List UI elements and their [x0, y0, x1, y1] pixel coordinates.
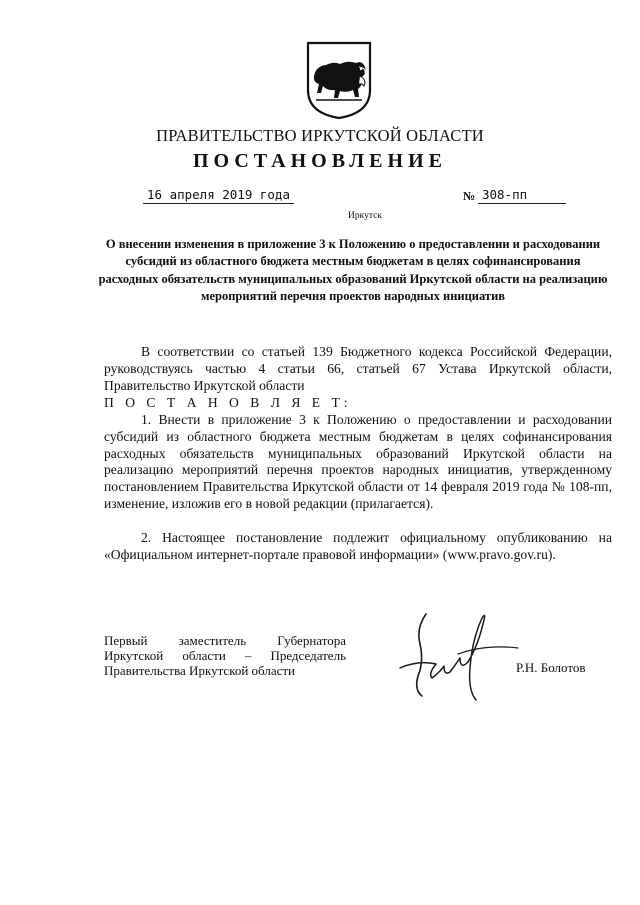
signer-position-line-3: Правительства Иркутской области: [104, 662, 296, 678]
signer-position-line-2: Иркутской области – Председатель: [104, 647, 346, 663]
coat-of-arms-icon: [304, 40, 374, 120]
item-2-paragraph: 2. Настоящее постановление подлежит официальному опубликованию на «Официальном интернет-портале правовой информации» (www.pravo.gov.ru).: [104, 530, 612, 562]
item-1-paragraph: 1. Внести в приложение 3 к Положению о предоставлении и расходовании субсидий из областного бюджета местным бюджетам в целях софинансирования расходных обязательств муниципальных образований Иркутской области на реализацию мероприятий перечня проектов народных инициатив, утвержденному постановлением Правительства Иркутской области от 14 февраля 2019 года № 108-пп, изменение, изложив его в новой редакции (прилагается).: [104, 412, 612, 511]
document-type: ПОСТАНОВЛЕНИЕ: [193, 150, 447, 172]
government-name: ПРАВИТЕЛЬСТВО ИРКУТСКОЙ ОБЛАСТИ: [156, 126, 484, 145]
signer-position: [104, 634, 346, 678]
preamble-paragraph: В соответствии со статьей 139 Бюджетного кодекса Российской Федерации, руководствуясь частью 4 статьи 66, статьей 67 Устава Иркутской области, Правительство Иркутской области: [104, 344, 612, 393]
document-number: 308-пп: [478, 187, 566, 204]
signer-position-line-1: Первый заместитель Губернатора: [104, 633, 346, 648]
resolves-heading: П О С Т А Н О В Л Я Е Т:: [104, 395, 352, 410]
document-date: 16 апреля 2019 года: [143, 187, 294, 204]
number-sign: №: [463, 189, 476, 203]
signer-name: Р.Н. Болотов: [516, 660, 586, 675]
issue-city: Иркутск: [348, 211, 382, 221]
document-title: О внесении изменения в приложение 3 к Положению о предоставлении и расходовании субсидий из областного бюджета местным бюджетам в целях софинансирования расходных обязательств муниципальных образований Иркутской области на реализацию мероприятий перечня проектов народных инициатив: [98, 237, 608, 303]
signature-icon: [398, 610, 522, 708]
